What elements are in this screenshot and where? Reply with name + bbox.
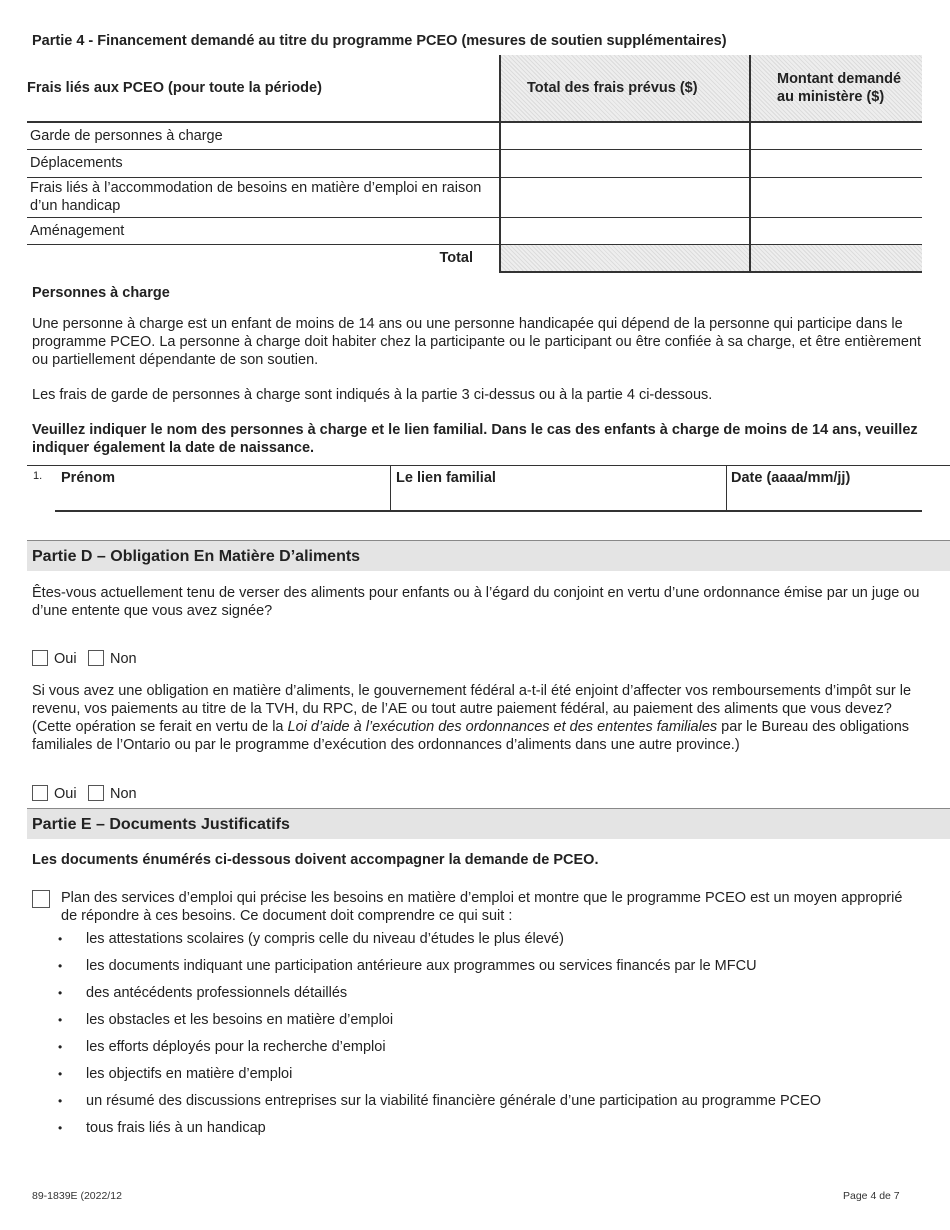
partE-intro: Les documents énumérés ci-dessous doivent accompagner la demande de PCEO. xyxy=(32,852,599,868)
list-item: • un résumé des discussions entreprises sur la viabilité financière générale d’une participation au programme PCEO xyxy=(55,1092,821,1119)
list-item: • des antécédents professionnels détaillés xyxy=(55,984,821,1011)
dependent-firstname-input[interactable] xyxy=(55,487,388,509)
partE-title: Partie E – Documents Justificatifs xyxy=(27,808,950,839)
col-relation: Le lien familial xyxy=(396,470,496,486)
partD-title: Partie D – Obligation En Matière D’aliments xyxy=(27,540,950,571)
q2-yes-checkbox[interactable] xyxy=(32,785,48,801)
partD-question1 xyxy=(32,584,922,620)
total-planned-input[interactable] xyxy=(500,177,750,217)
list-item: • les obstacles et les besoins en matière d’emploi xyxy=(55,1011,821,1038)
dependents-heading: Personnes à charge xyxy=(32,285,170,301)
list-item: • tous frais liés à un handicap xyxy=(55,1119,821,1146)
dependents-definition: Une personne à charge est un enfant de moins de 14 ans ou une personne handicapée qui dépend de la personne qui participe dans le programme PCEO. La personne à charge doit habiter chez la participante ou le participant ou être confiée à sa charge, et être entièrement ou partiellement dépendante de son soutien. xyxy=(32,316,922,368)
page-number: Page 4 de 7 xyxy=(843,1190,900,1202)
header-amount-requested: Montant demandé au ministère ($) xyxy=(750,55,922,122)
partD-question2-text-b: par le Bureau des obligations familiales de l’Ontario ou par le programme d’exécution des ordonnances d’aliments dans une autre province.) xyxy=(32,719,910,753)
plan-requirements-list xyxy=(55,930,821,1146)
total-planned-input[interactable] xyxy=(500,217,750,244)
row-label: Frais liés à l’accommodation de besoins en matière d’emploi en raison d’un handicap xyxy=(27,177,500,217)
partD-question2 xyxy=(32,682,922,754)
partD-question2-law-title: Loi d’aide à l’exécution des ordonnances et des ententes familiales xyxy=(287,719,718,735)
list-item: • les efforts déployés pour la recherche d’emploi xyxy=(55,1038,821,1065)
dependents-table-bottom xyxy=(55,510,922,512)
dependent-relation-input[interactable] xyxy=(392,487,724,509)
plan-checkbox[interactable] xyxy=(32,890,50,908)
part4-title: Partie 4 - Financement demandé au titre du programme PCEO (mesures de soutien supplémentaires) xyxy=(32,33,727,49)
partD-question1-line2: d’une entente que vous avez signée? xyxy=(32,603,273,619)
table-row xyxy=(27,149,922,177)
col-dob: Date (aaaa/mm/jj) xyxy=(731,470,851,486)
dependents-table-top xyxy=(27,465,950,466)
plan-description: Plan des services d’emploi qui précise les besoins en matière d’emploi et montre que le programme PCEO est un moyen approprié de répondre à ces besoins. Ce document doit comprendre ce qui suit : xyxy=(61,890,903,924)
q1-yes-checkbox[interactable] xyxy=(32,650,48,666)
list-item: • les attestations scolaires (y compris celle du niveau d’études le plus élevé) xyxy=(55,930,821,957)
row-label: Aménagement xyxy=(27,217,500,244)
funding-table xyxy=(27,55,922,273)
partD-question1-line1: Êtes-vous actuellement tenu de verser des aliments pour enfants ou à l’égard du conjoint en vertu d’une ordonnance émise par un juge ou xyxy=(32,585,920,601)
row-label: Garde de personnes à charge xyxy=(27,122,500,149)
total-planned-input[interactable] xyxy=(500,122,750,149)
table-row xyxy=(27,217,922,244)
table-total-row xyxy=(27,244,922,272)
list-item: • les objectifs en matière d’emploi xyxy=(55,1065,821,1092)
q2-yes-label: Oui xyxy=(54,786,77,802)
table-row xyxy=(27,122,922,149)
column-divider xyxy=(390,465,391,511)
amount-requested-input[interactable] xyxy=(750,177,922,217)
q2-no-label: Non xyxy=(110,786,137,802)
column-divider xyxy=(726,465,727,511)
total-label: Total xyxy=(27,244,500,272)
q1-no-checkbox[interactable] xyxy=(88,650,104,666)
dependents-instruction: Veuillez indiquer le nom des personnes à charge et le lien familial. Dans le cas des enfants à charge de moins de 14 ans, veuillez indiquer également la date de naissance. xyxy=(32,422,918,456)
dependents-note: Les frais de garde de personnes à charge sont indiqués à la partie 3 ci-dessus ou à la partie 4 ci-dessous. xyxy=(32,387,713,403)
amount-requested-input[interactable] xyxy=(750,122,922,149)
header-costs: Frais liés aux PCEO (pour toute la période) xyxy=(27,55,500,122)
table-row xyxy=(27,177,922,217)
amount-requested-input[interactable] xyxy=(750,217,922,244)
amount-requested-sum xyxy=(750,244,922,272)
dependent-row-number: 1. xyxy=(33,470,43,482)
funding-table-header xyxy=(27,55,922,122)
col-firstname: Prénom xyxy=(61,470,115,486)
q1-yes-label: Oui xyxy=(54,651,77,667)
partD-question2-text-a: Si vous avez une obligation en matière d’aliments, le gouvernement fédéral a-t-il été enjoint d’affecter vos remboursements d’impôt sur le revenu, vos paiements au titre de la TVH, du RPC, de l’AE ou tout autre paiement fédéral, au paiement des aliments que vous devez? (Cette opération se ferait en vertu de la xyxy=(32,683,912,735)
header-total-planned: Total des frais prévus ($) xyxy=(500,55,750,122)
q1-no-label: Non xyxy=(110,651,137,667)
q2-no-checkbox[interactable] xyxy=(88,785,104,801)
amount-requested-input[interactable] xyxy=(750,149,922,177)
dependent-dob-input[interactable] xyxy=(728,487,922,509)
form-number: 89-1839E (2022/12 xyxy=(32,1190,122,1202)
list-item: • les documents indiquant une participation antérieure aux programmes ou services financés par le MFCU xyxy=(55,957,821,984)
total-planned-sum xyxy=(500,244,750,272)
total-planned-input[interactable] xyxy=(500,149,750,177)
row-label: Déplacements xyxy=(27,149,500,177)
